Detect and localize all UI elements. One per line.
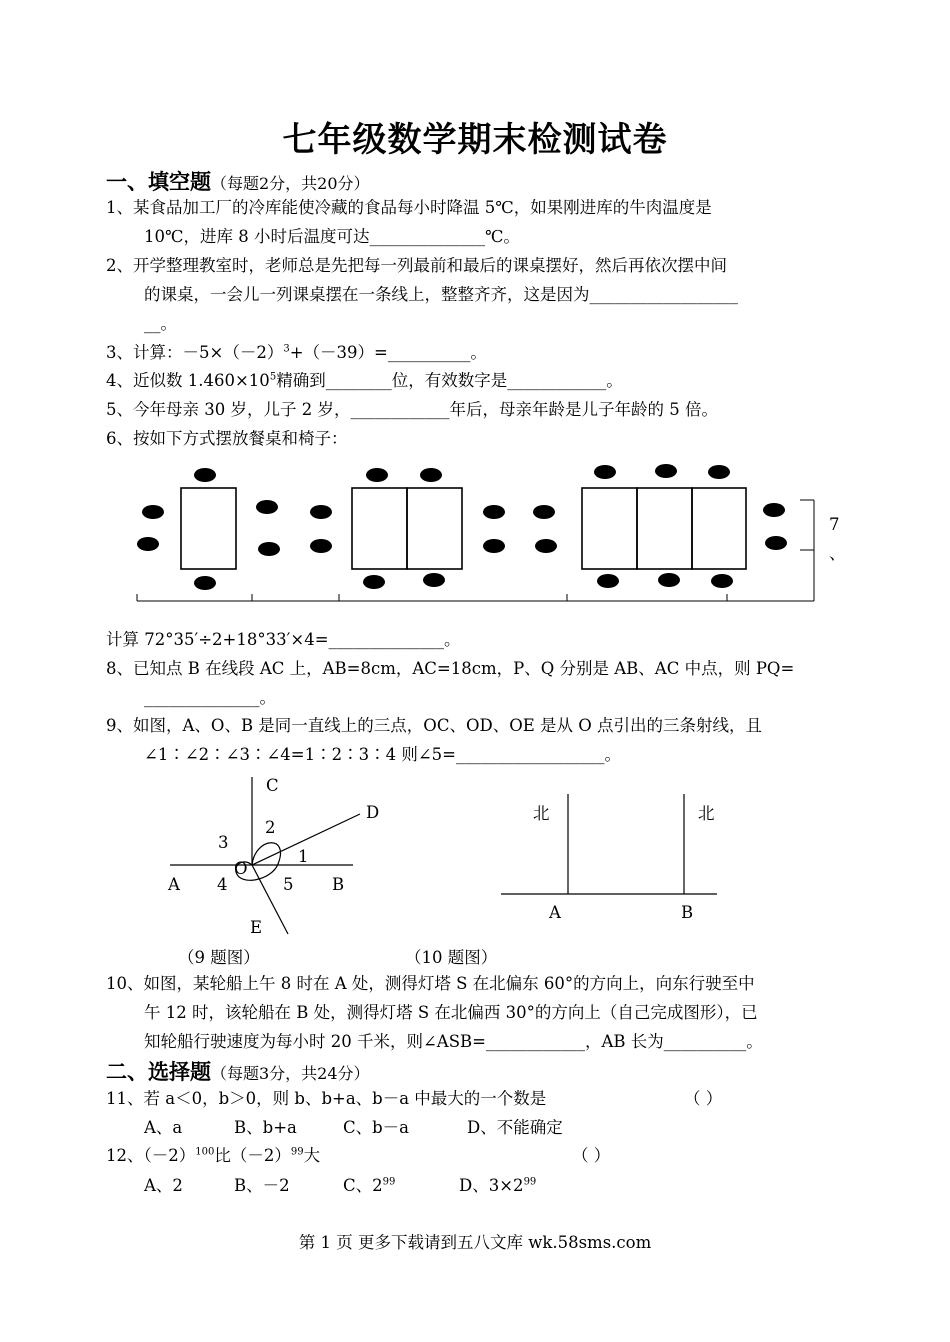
q11-option-B: B、b+a (234, 1118, 297, 1137)
chair (483, 505, 505, 519)
q3-post: +（－39）=__________。 (289, 343, 487, 362)
q4-exponent: 5 (269, 371, 277, 383)
question-2-line1: 2、开学整理教室时，老师总是先把每一列最前和最后的课桌摆好，然后再依次摆中间 (106, 256, 727, 275)
section-heading-fill-blank (106, 166, 370, 196)
question-10-line2: 午 12 时，该轮船在 B 处，测得灯塔 S 在北偏西 30°的方向上（自己完成图形），已 (144, 1003, 758, 1022)
section-title: 二、选择题 (106, 1059, 211, 1084)
table (692, 488, 746, 569)
chair (763, 503, 785, 517)
question-3 (106, 342, 487, 364)
table (407, 488, 462, 569)
chair (658, 573, 680, 587)
q12-pre: 12、（－2） (106, 1146, 196, 1165)
question-11-stem: 11、若 a＜0，b＞0，则 b、b+a、b－a 中最大的一个数是 (106, 1089, 547, 1108)
table (637, 488, 692, 569)
section-title: 一、填空题 (106, 169, 211, 194)
question-9-line1: 9、如图，A、O、B 是同一直线上的三点，OC、OD、OE 是从 O 点引出的三条射线，且 (106, 716, 763, 735)
q12-option-A: A、2 (144, 1176, 183, 1195)
tables-chairs-figure (0, 455, 950, 605)
q12-d-base: D、3×2 (459, 1176, 524, 1195)
fig9-label-2: 2 (265, 818, 276, 837)
question-1-line1: 1、某食品加工厂的冷库能使冷藏的食品每小时降温 5℃，如果刚进库的牛肉温度是 (106, 198, 712, 217)
question-7: 计算 72°35′÷2+18°33′×4=______________。 (106, 630, 461, 649)
fig9-label-3: 3 (218, 833, 229, 852)
page-footer: 第 1 页 更多下载请到五八文库 wk.58sms.com (298, 1233, 652, 1252)
chair (765, 536, 787, 550)
q11-option-D: D、不能确定 (467, 1118, 563, 1137)
question-2-line3: __。 (144, 314, 177, 333)
chair (533, 505, 555, 519)
fig9-caption: （9 题图） (178, 948, 260, 967)
fig10-caption: （10 题图） (405, 948, 498, 967)
question-7-number: 7 (829, 515, 840, 534)
fig10-north-A: 北 (533, 804, 550, 823)
fig10-label-B: B (681, 903, 694, 922)
question-1-line2: 10℃，进库 8 小时后温度可达______________℃。 (144, 227, 520, 246)
section-note: （每题2分，共20分） (211, 174, 370, 193)
figure-9-diagram (160, 772, 400, 942)
fig9-label-4: 4 (217, 875, 228, 894)
chair (708, 465, 730, 479)
q12-option-D (459, 1175, 536, 1197)
chair (142, 505, 164, 519)
chair (194, 576, 216, 590)
chair (137, 537, 159, 551)
chair (256, 500, 278, 514)
q12-exp2: 99 (290, 1146, 304, 1158)
fig9-label-B: B (332, 875, 345, 894)
chair (366, 468, 388, 482)
question-10-line1: 10、如图，某轮船上午 8 时在 A 处，测得灯塔 S 在北偏东 60°的方向上，向东行驶至中 (106, 974, 755, 993)
q12-d-exp: 99 (523, 1176, 537, 1188)
q11-option-C: C、b－a (343, 1118, 410, 1137)
question-8-line2: ______________。 (144, 688, 276, 707)
chair (310, 505, 332, 519)
chair (597, 574, 619, 588)
question-7-mark: 、 (829, 544, 846, 563)
chair (655, 464, 677, 478)
chair (258, 542, 280, 556)
figure-10-diagram (495, 790, 725, 900)
question-4 (106, 370, 623, 392)
fig9-label-1: 1 (298, 847, 309, 866)
q12-mid: 比（－2） (214, 1146, 291, 1165)
q12-c-exp: 99 (382, 1176, 396, 1188)
section-heading-choice (106, 1056, 370, 1086)
question-8-line1: 8、已知点 B 在线段 AC 上，AB=8cm，AC=18cm，P、Q 分别是 AB、AC 中点，则 PQ= (106, 659, 795, 678)
q3-exponent: 3 (283, 343, 290, 355)
baseline (137, 500, 814, 601)
fig9-label-A: A (168, 875, 180, 894)
chair (711, 574, 733, 588)
q3-pre: 3、计算：－5×（－2） (106, 343, 284, 362)
q12-option-B: B、－2 (234, 1176, 290, 1195)
fig9-label-C: C (266, 776, 279, 795)
chair (594, 465, 616, 479)
chair (310, 539, 332, 553)
question-9-line2: ∠1∶∠2∶∠3∶∠4=1∶2∶3∶4 则∠5=__________________。 (144, 745, 622, 764)
table (352, 488, 407, 569)
question-12-stem (106, 1145, 320, 1167)
question-10-line3: 知轮船行驶速度为每小时 20 千米，则∠ASB=____________，AB 长为__________。 (144, 1032, 763, 1051)
q12-option-C (343, 1175, 395, 1197)
fig9-label-E: E (250, 918, 263, 937)
chair (535, 539, 557, 553)
question-5: 5、今年母亲 30 岁，儿子 2 岁，____________年后，母亲年龄是儿子年龄的 5 倍。 (106, 400, 718, 419)
chair (483, 539, 505, 553)
chair (420, 468, 442, 482)
section-note: （每题3分，共24分） (211, 1064, 370, 1083)
q12-c-base: C、2 (343, 1176, 383, 1195)
q4-post: 精确到________位，有效数字是____________。 (276, 371, 623, 390)
chair (423, 573, 445, 587)
fig9-label-D: D (366, 803, 380, 822)
table (181, 488, 236, 569)
q12-post: 大 (303, 1146, 321, 1165)
q11-option-A: A、a (144, 1118, 183, 1137)
chair (363, 575, 385, 589)
question-2-line2: 的课桌，一会儿一列课桌摆在一条线上，整整齐齐，这是因为__________________ (144, 285, 738, 304)
fig9-label-O: O (234, 859, 248, 878)
chair (194, 468, 216, 482)
table (582, 488, 637, 569)
question-12-answer-paren: （ ） (572, 1146, 611, 1165)
fig9-label-5: 5 (283, 875, 294, 894)
fig10-north-B: 北 (698, 804, 715, 823)
question-11-answer-paren: （ ） (684, 1089, 723, 1108)
q4-pre: 4、近似数 1.460×10 (106, 371, 270, 390)
fig10-label-A: A (549, 903, 561, 922)
page-title: 七年级数学期末检测试卷 (282, 120, 668, 160)
question-6: 6、按如下方式摆放餐桌和椅子： (106, 429, 348, 448)
q12-exp1: 100 (195, 1146, 215, 1158)
